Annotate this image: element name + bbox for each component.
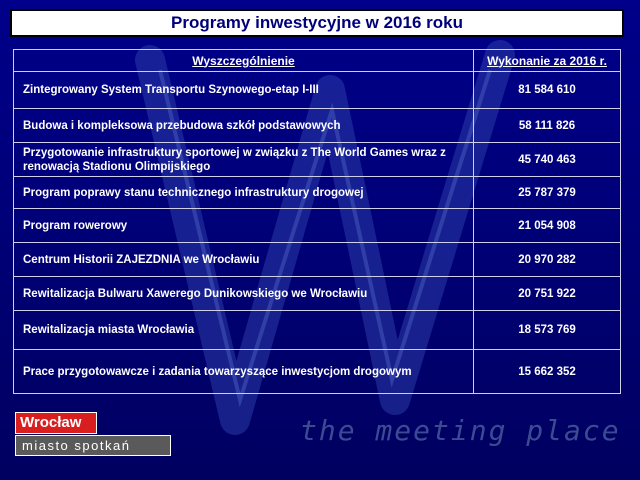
table-header-row: [14, 50, 621, 72]
logo-city-name: Wrocław: [15, 412, 97, 434]
row-description: Rewitalizacja Bulwaru Xawerego Dunikowskiego we Wrocławiu: [14, 277, 474, 311]
wroclaw-logo: [15, 412, 171, 457]
row-description: Centrum Historii ZAJEZDNIA we Wrocławiu: [14, 243, 474, 277]
title-box: [10, 9, 624, 37]
table-row: [14, 209, 621, 243]
logo-slogan: miasto spotkań: [15, 435, 171, 456]
row-description: Program rowerowy: [14, 209, 474, 243]
table-row: [14, 311, 621, 350]
row-description: Zintegrowany System Transportu Szynowego-etap I-III: [14, 72, 474, 109]
table-row: [14, 350, 621, 394]
table-row: [14, 72, 621, 109]
row-description: Program poprawy stanu technicznego infrastruktury drogowej: [14, 177, 474, 209]
row-description: Budowa i kompleksowa przebudowa szkół podstawowych: [14, 109, 474, 143]
row-value: 58 111 826: [474, 109, 621, 143]
row-value: 25 787 379: [474, 177, 621, 209]
tagline: the meeting place: [300, 414, 621, 447]
column-header-description: Wyszczególnienie: [14, 50, 474, 72]
row-value: 18 573 769: [474, 311, 621, 350]
row-value: 45 740 463: [474, 143, 621, 177]
row-value: 21 054 908: [474, 209, 621, 243]
table-row: [14, 277, 621, 311]
row-value: 20 751 922: [474, 277, 621, 311]
table-row: [14, 243, 621, 277]
table-row: [14, 143, 621, 177]
row-value: 20 970 282: [474, 243, 621, 277]
row-description: Przygotowanie infrastruktury sportowej w związku z The World Games wraz z renowacją Stadionu Olimpijskiego: [14, 143, 474, 177]
table-row: [14, 177, 621, 209]
row-value: 15 662 352: [474, 350, 621, 394]
page-title: Programy inwestycyjne w 2016 roku: [171, 13, 463, 32]
investment-table: [13, 49, 621, 394]
row-value: 81 584 610: [474, 72, 621, 109]
column-header-value: Wykonanie za 2016 r.: [474, 50, 621, 72]
row-description: Rewitalizacja miasta Wrocławia: [14, 311, 474, 350]
table-row: [14, 109, 621, 143]
row-description: Prace przygotowawcze i zadania towarzyszące inwestycjom drogowym: [14, 350, 474, 394]
